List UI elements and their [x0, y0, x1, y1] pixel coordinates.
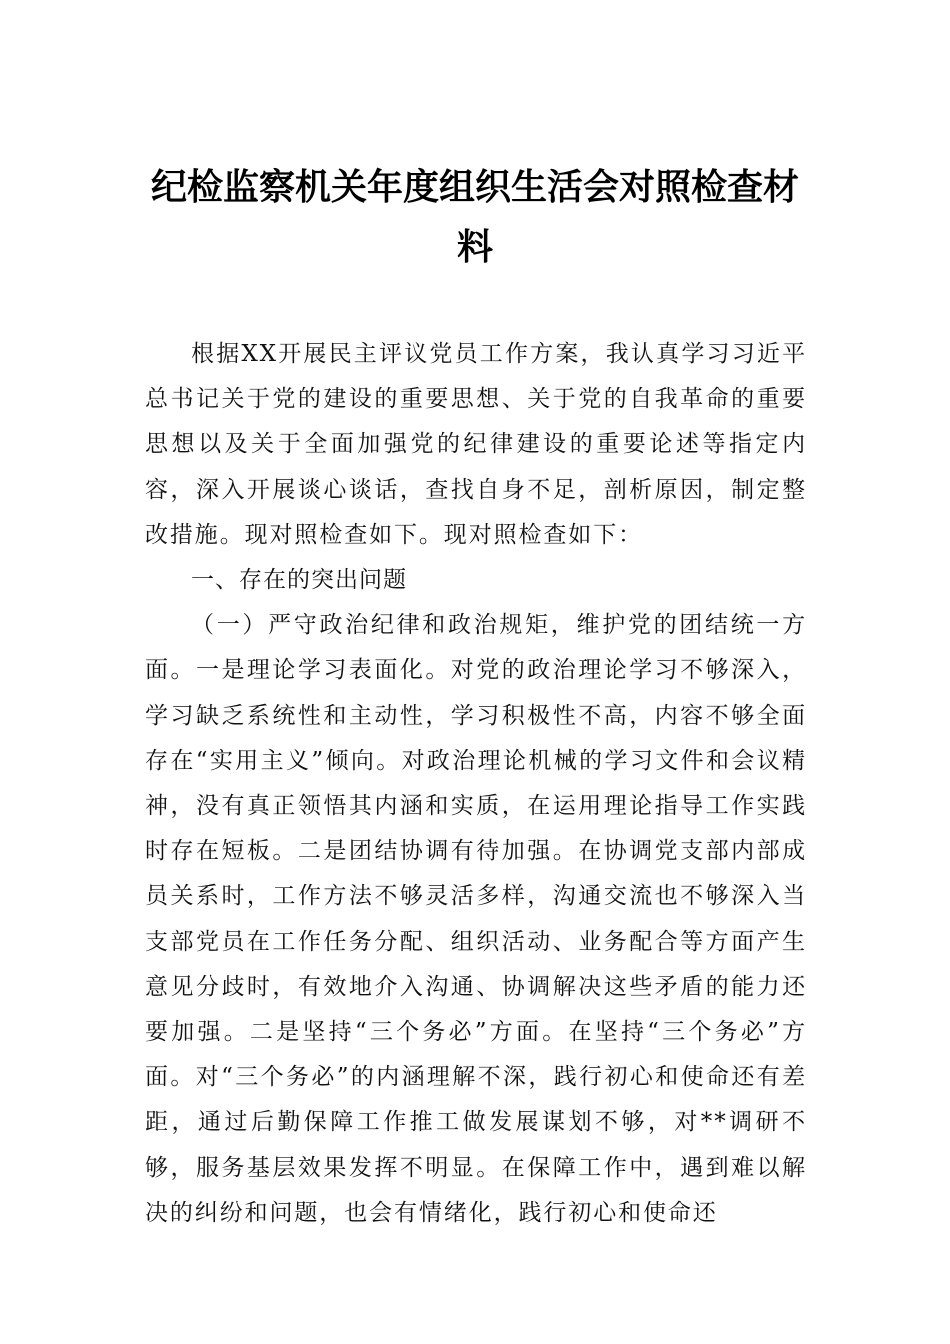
- document-title: 纪检监察机关年度组织生活会对照检查材料: [150, 167, 799, 268]
- intro-paragraph: 根据XX开展民主评议党员工作方案，我认真学习习近平总书记关于党的建设的重要思想、关于党的自我革命的重要思想以及关于全面加强党的纪律建设的重要论述等指定内容，深入开展谈心谈话，查找自身不足，剖析原因，制定整改措施。现对照检查如下。现对照检查如下：: [145, 341, 807, 548]
- section-heading: 一、存在的突出问题: [191, 567, 407, 594]
- section-paragraph: （一）严守政治纪律和政治规矩，维护党的团结统一方面。一是理论学习表面化。对党的政治理论学习不够深入，学习缺乏系统性和主动性，学习积极性不高，内容不够全面存在“实用主义”倾向。对政治理论机械的学习文件和会议精神，没有真正领悟其内涵和实质，在运用理论指导工作实践时存在短板。二是团结协调有待加强。在协调党支部内部成员关系时，工作方法不够灵活多样，沟通交流也不够深入当支部党员在工作任务分配、组织活动、业务配合等方面产生意见分歧时，有效地介入沟通、协调解决这些矛盾的能力还要加强。二是坚持“三个务必”方面。在坚持“三个务必”方面。对“三个务必”的内涵理解不深，践行初心和使命还有差距，通过后勤保障工作推工做发展谋划不够，对**调研不够，服务基层效果发挥不明显。在保障工作中，遇到难以解决的纠纷和问题，也会有情绪化，践行初心和使命还: [145, 612, 807, 1226]
- document-body: [145, 332, 807, 1236]
